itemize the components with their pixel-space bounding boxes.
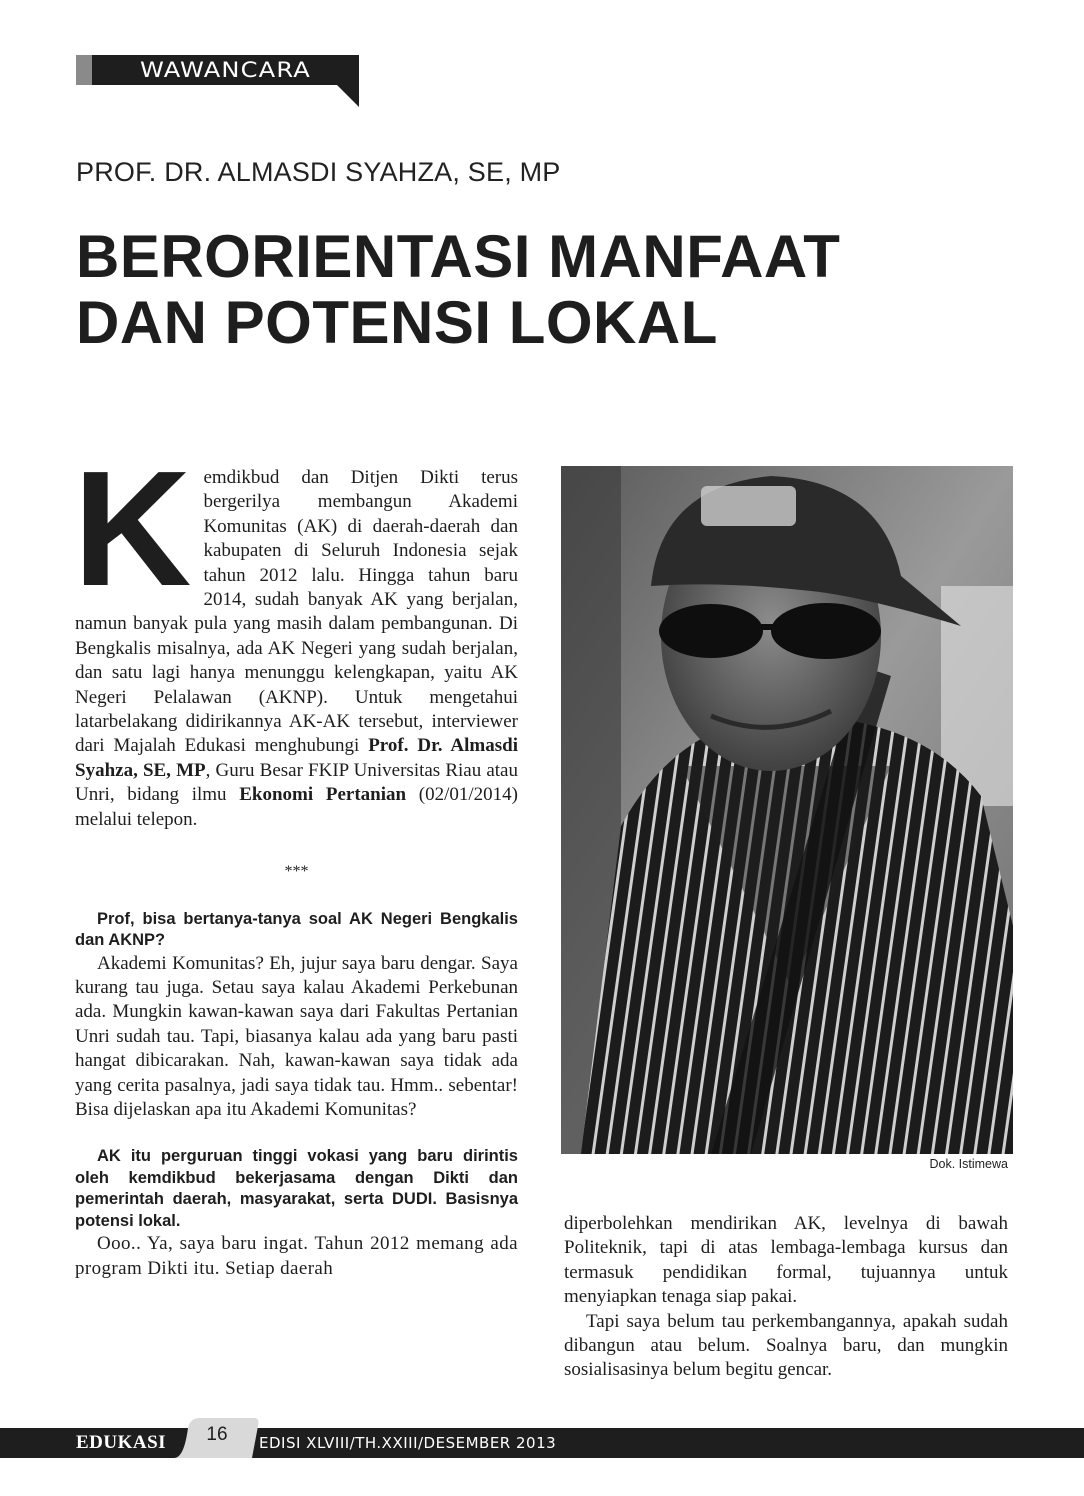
drop-cap: K (73, 437, 192, 620)
intro-paragraph (73, 437, 519, 832)
photo-caption: Dok. Istimewa (929, 1157, 1008, 1171)
footer-brand: EDUKASI (76, 1432, 167, 1453)
headline-line-2: DAN POTENSI LOKAL (76, 289, 718, 356)
section-tab (76, 55, 359, 85)
interviewee-name: PROF. DR. ALMASDI SYAHZA, SE, MP (76, 157, 561, 187)
portrait-illustration (561, 466, 1013, 1154)
page-number: 16 (206, 1424, 228, 1445)
article-headline (76, 224, 840, 356)
answer-3: Tapi saya belum tau perkembangannya, apakah sudah dibangun atau belum. Soalnya baru, dan mungkin sosialisasinya belum begitu gencar. (564, 1310, 1008, 1381)
intro-text-a: emdikbud dan Ditjen Dikti terus bergerilya membangun Akademi Komunitas (AK) di daerah-daerah dan kabupaten di Seluruh Indonesia sejak tahun 2012 lalu. Hingga tahun baru 2014, sudah banyak AK yang berjalan, namun banyak pula yang masih dalam pembangunan. Di Bengkalis misalnya, ada AK Negeri yang sudah berjalan, dan satu lagi hanya menunggu kelengkapan, yaitu AK Negeri Pelalawan (AKNP). Untuk mengetahui latarbelakang didirikannya AK-AK tersebut, interviewer dari Majalah Edukasi menghubungi (75, 467, 518, 757)
section-separator: *** (284, 863, 309, 881)
section-tab-accent (76, 55, 92, 85)
spacer (75, 1122, 518, 1146)
left-column (73, 437, 519, 1281)
intro-text-b: , Guru Besar FKIP Universitas Riau atau Unri, bidang ilmu (75, 759, 518, 806)
intro-bold-field: Ekonomi Pertanian (239, 784, 407, 806)
interviewee-photo (561, 466, 1013, 1154)
question-1: Prof, bisa bertanya-tanya soal AK Negeri Bengkalis dan AKNP? (75, 909, 518, 949)
section-label: WAWANCARA (140, 58, 311, 82)
question-2: AK itu perguruan tinggi vokasi yang baru dirintis oleh kemdikbud bekerjasama dengan Dikti dan pemerintah daerah, masyarakat, serta DUDI. Basisnya potensi lokal. (75, 1147, 518, 1230)
section-tab-tail (337, 85, 359, 107)
answer-2-continued: diperbolehkan mendirikan AK, levelnya di bawah Politeknik, tapi di atas lembaga-lembaga kursus dan termasuk pendidikan formal, tujuannya untuk menyiapkan tenaga siap pakai. (564, 1213, 1008, 1308)
edition-info: EDISI XLVIII/TH.XXIII/DESEMBER 2013 (259, 1434, 557, 1452)
intro-bold-name: Prof. Dr. Almasdi Syahza, SE, MP (75, 735, 519, 781)
right-column (564, 1212, 1008, 1383)
answer-1: Akademi Komunitas? Eh, jujur saya baru dengar. Saya kurang tau juga. Setau saya kalau Akademi Perkebunan ada. Mungkin kawan-kawan saya dari Fakultas Pertanian Unri sudah tau. Tapi, biasanya kalau ada yang baru pasti hangat dibicarakan. Nah, kawan-kawan saya tidak ada yang cerita pasalnya, jadi saya tidak tau. Hmm.. sebentar! Bisa dijelaskan apa itu Akademi Komunitas? (75, 952, 518, 1120)
headline-line-1: BERORIENTASI MANFAAT (76, 223, 841, 290)
answer-2-start: Ooo.. Ya, saya baru ingat. Tahun 2012 memang ada program Dikti itu. Setiap daerah (75, 1233, 518, 1279)
intro-text-c: (02/01/2014) melalui telepon. (75, 784, 518, 830)
